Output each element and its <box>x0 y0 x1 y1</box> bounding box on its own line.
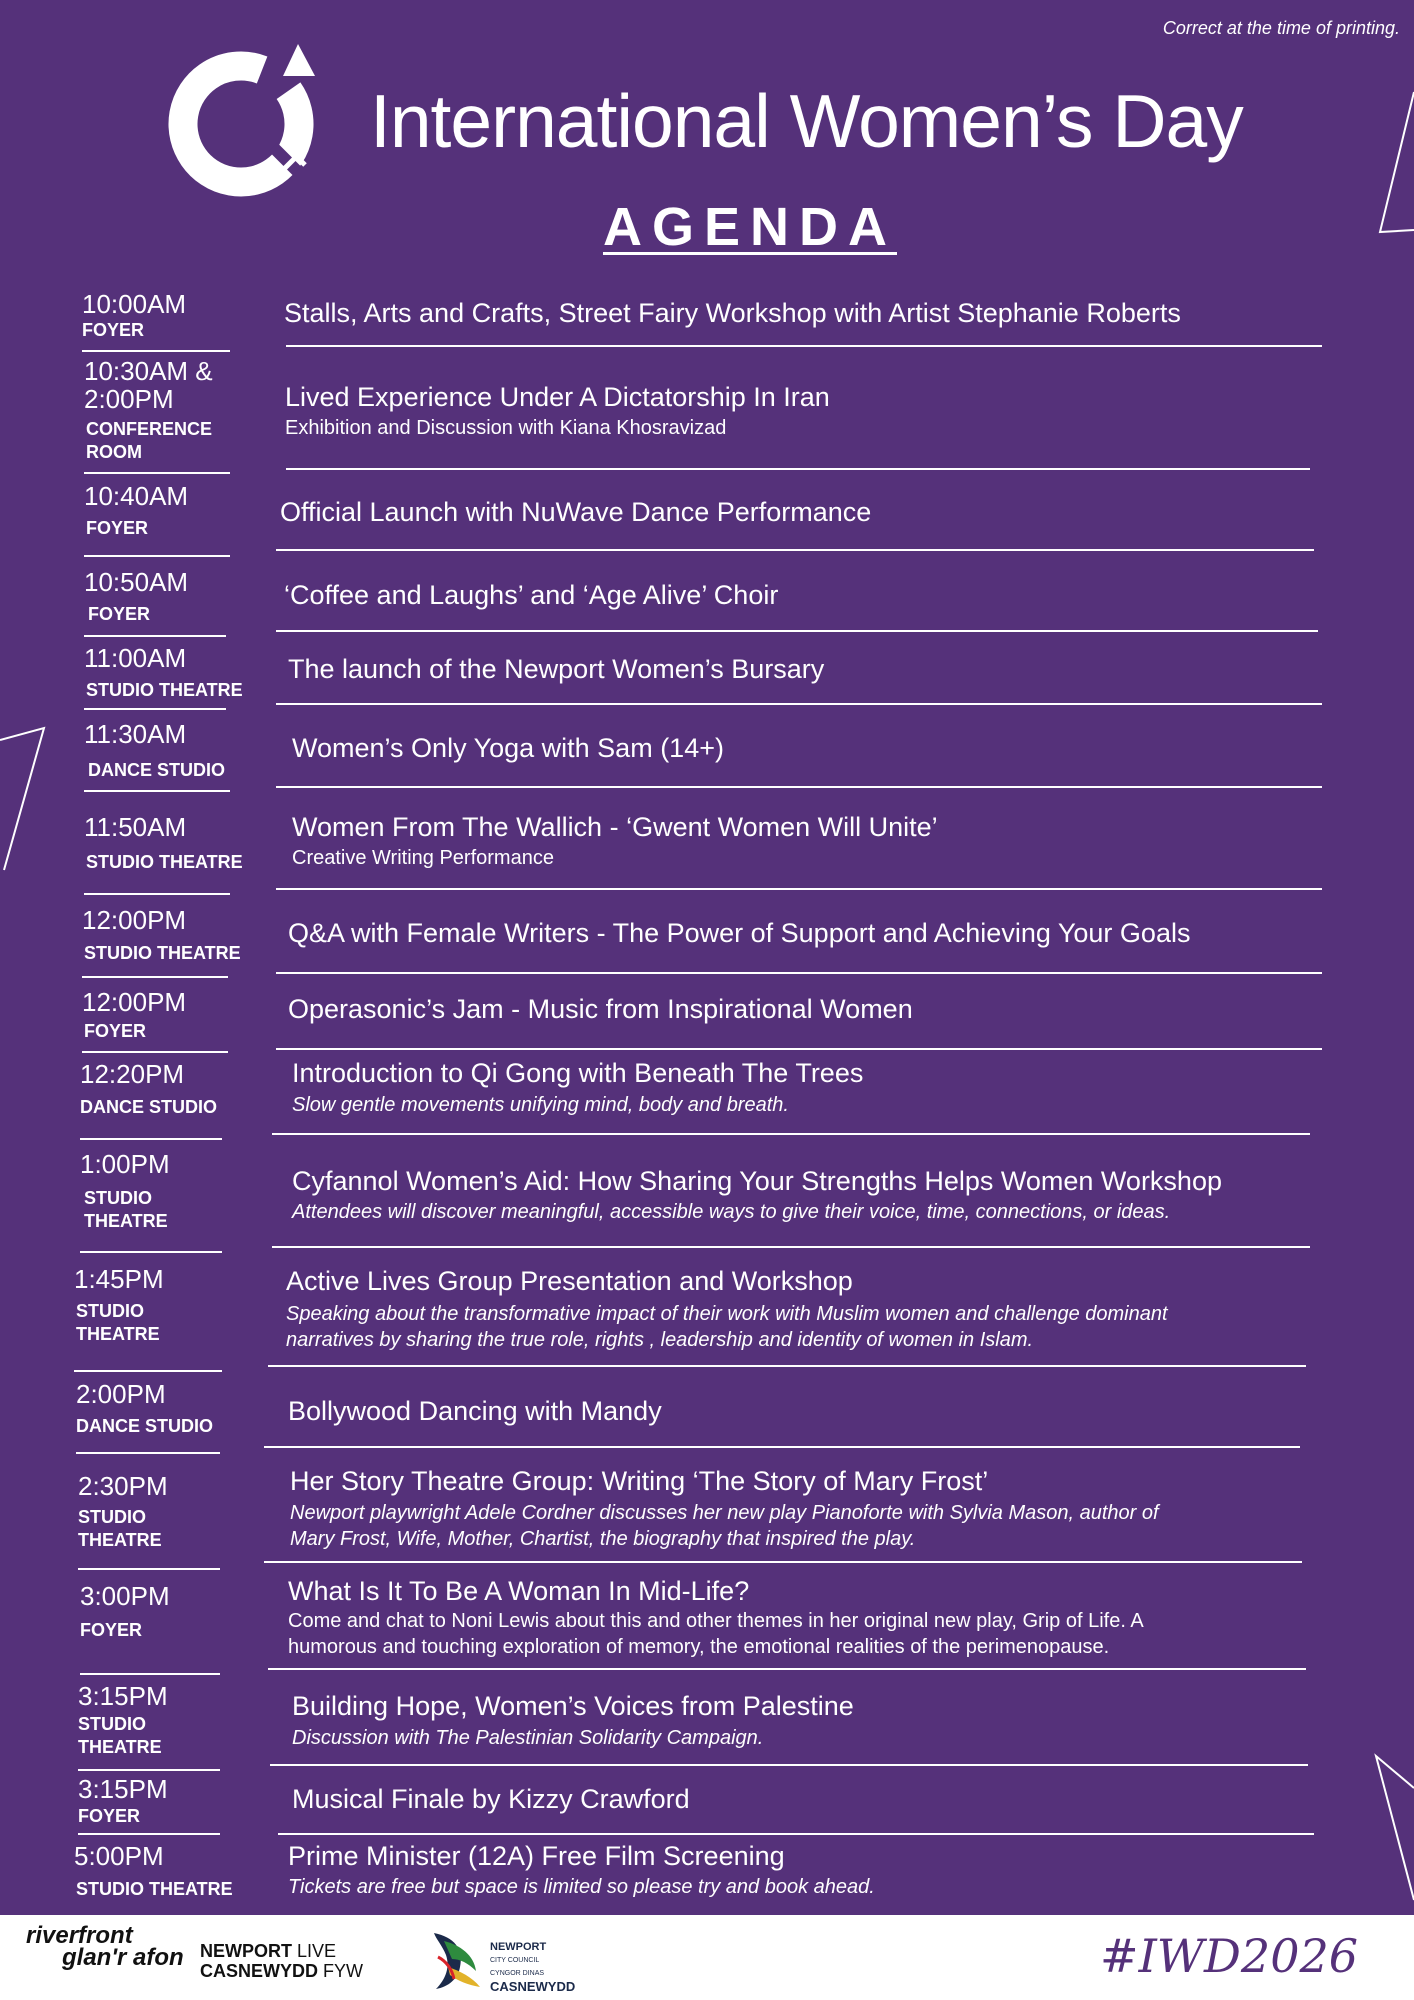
agenda-venue: DANCE STUDIO <box>80 1097 218 1117</box>
agenda-time: 2:00PM <box>84 384 174 414</box>
divider <box>84 555 230 557</box>
printing-note: Correct at the time of printing. <box>1162 18 1400 38</box>
divider <box>82 350 230 352</box>
agenda-venue: STUDIO THEATRE <box>86 680 243 700</box>
agenda-time: 10:00AM <box>82 289 187 319</box>
agenda-title: Cyfannol Women’s Aid: How Sharing Your Strengths Helps Women Workshop <box>292 1166 1222 1196</box>
newport-live-text: CASNEWYDD <box>200 1961 319 1981</box>
agenda-heading: AGENDA <box>602 197 897 257</box>
agenda-title: Official Launch with NuWave Dance Performance <box>280 497 872 527</box>
council-text: CITY COUNCIL <box>490 1957 540 1964</box>
divider <box>268 1668 1306 1670</box>
agenda-title: Prime Minister (12A) Free Film Screening <box>288 1841 785 1871</box>
agenda-time: 12:20PM <box>80 1059 185 1089</box>
agenda-description: humorous and touching exploration of memory, the emotional realities of the perimenopause. <box>288 1636 1110 1658</box>
divider <box>78 1769 220 1771</box>
newport-council-logo <box>490 1941 575 1993</box>
agenda-title: Musical Finale by Kizzy Crawford <box>292 1784 690 1814</box>
agenda-venue: DANCE STUDIO <box>76 1416 214 1436</box>
agenda-description: Speaking about the transformative impact of their work with Muslim women and challenge dominant <box>286 1303 1168 1325</box>
divider <box>268 1365 1306 1367</box>
divider <box>84 635 226 637</box>
agenda-venue: FOYER <box>80 1620 143 1640</box>
agenda-time: 1:45PM <box>74 1264 164 1294</box>
agenda-time: 12:00PM <box>82 905 187 935</box>
newport-live-text: NEWPORT <box>200 1941 292 1961</box>
agenda-title: Operasonic’s Jam - Music from Inspirational Women <box>288 994 913 1024</box>
agenda-title: ‘Coffee and Laughs’ and ‘Age Alive’ Choir <box>284 580 779 610</box>
agenda-time: 10:30AM & <box>84 356 213 386</box>
agenda-title: Active Lives Group Presentation and Workshop <box>286 1266 853 1296</box>
agenda-venue: STUDIO <box>84 1188 153 1208</box>
agenda-description: Slow gentle movements unifying mind, body and breath. <box>292 1094 789 1116</box>
agenda-venue: FOYER <box>78 1806 141 1826</box>
agenda-title: Stalls, Arts and Crafts, Street Fairy Workshop with Artist Stephanie Roberts <box>284 298 1181 328</box>
agenda-venue: STUDIO <box>78 1507 147 1527</box>
divider <box>264 1446 1300 1448</box>
agenda-time: 10:40AM <box>84 481 189 511</box>
agenda-venue: DANCE STUDIO <box>88 760 226 780</box>
divider <box>84 893 230 895</box>
agenda-description: Exhibition and Discussion with Kiana Khosravizad <box>285 417 727 439</box>
agenda-venue: ROOM <box>86 442 142 462</box>
riverfront-name: riverfront <box>26 1922 133 1949</box>
divider <box>272 1133 1310 1135</box>
agenda-time: 2:00PM <box>76 1379 166 1409</box>
council-text: NEWPORT <box>490 1941 547 1953</box>
agenda-description: Come and chat to Noni Lewis about this and other themes in her original new play, Grip of Life. A <box>288 1610 1144 1632</box>
agenda-venue: STUDIO THEATRE <box>76 1879 233 1899</box>
event-title: International Women’s Day <box>370 79 1243 163</box>
agenda-description: Discussion with The Palestinian Solidarity Campaign. <box>292 1727 764 1749</box>
newport-live-logo <box>200 1941 363 1981</box>
divider <box>80 1138 222 1140</box>
agenda-time: 11:00AM <box>84 643 187 673</box>
agenda-time: 11:50AM <box>84 812 187 842</box>
agenda-venue: FOYER <box>88 604 151 624</box>
newport-live-text: FYW <box>323 1961 364 1981</box>
agenda-title: Her Story Theatre Group: Writing ‘The Story of Mary Frost’ <box>290 1466 989 1496</box>
divider <box>82 1051 228 1053</box>
agenda-title: The launch of the Newport Women’s Bursary <box>288 654 825 684</box>
agenda-time: 3:00PM <box>80 1581 170 1611</box>
riverfront-welsh-name: glan'r afon <box>62 1944 184 1971</box>
sponsor-footer <box>0 1915 1414 2000</box>
agenda-description: Newport playwright Adele Cordner discusses her new play Pianoforte with Sylvia Mason, author of <box>290 1502 1159 1524</box>
divider <box>276 549 1314 551</box>
triangle-decoration <box>1378 90 1414 240</box>
agenda-title: Introduction to Qi Gong with Beneath The Trees <box>292 1058 864 1088</box>
riverfront-logo <box>26 1922 184 1971</box>
agenda-time: 10:50AM <box>84 567 189 597</box>
divider <box>80 1251 222 1253</box>
agenda-time: 1:00PM <box>80 1149 170 1179</box>
agenda-title: Building Hope, Women’s Voices from Palestine <box>292 1691 854 1721</box>
agenda-title: Women’s Only Yoga with Sam (14+) <box>292 733 724 763</box>
agenda-venue: CONFERENCE <box>86 419 213 439</box>
agenda-title: What Is It To Be A Woman In Mid-Life? <box>288 1576 750 1606</box>
agenda-time: 3:15PM <box>78 1774 168 1804</box>
triangle-decoration <box>0 725 48 875</box>
divider <box>286 468 1310 470</box>
agenda-description: Attendees will discover meaningful, accessible ways to give their voice, time, connections, or ideas. <box>292 1201 1171 1223</box>
divider <box>84 790 230 792</box>
divider <box>270 1764 1308 1766</box>
agenda-time: 3:15PM <box>78 1681 168 1711</box>
agenda-description: narratives by sharing the true role, rights , leadership and identity of women in Islam. <box>286 1329 1034 1351</box>
agenda-venue: THEATRE <box>76 1324 160 1344</box>
divider <box>78 1833 220 1835</box>
divider <box>74 1370 222 1372</box>
divider <box>82 976 228 978</box>
agenda-title: Women From The Wallich - ‘Gwent Women Will Unite’ <box>292 812 938 842</box>
agenda-description: Mary Frost, Wife, Mother, Chartist, the biography that inspired the play. <box>290 1528 916 1550</box>
agenda-venue: THEATRE <box>78 1530 162 1550</box>
agenda-title: Bollywood Dancing with Mandy <box>288 1396 662 1426</box>
agenda-venue: FOYER <box>82 320 145 340</box>
agenda-time: 2:30PM <box>78 1471 168 1501</box>
agenda-venue: FOYER <box>86 518 149 538</box>
agenda-description: Creative Writing Performance <box>292 847 554 869</box>
agenda-venue: STUDIO <box>76 1301 145 1321</box>
divider <box>276 888 1322 890</box>
agenda-venue: THEATRE <box>84 1211 168 1231</box>
agenda-title: Lived Experience Under A Dictatorship In Iran <box>285 382 830 412</box>
agenda-title: Q&A with Female Writers - The Power of Support and Achieving Your Goals <box>288 918 1191 948</box>
agenda-venue: FOYER <box>84 1021 147 1041</box>
dragon-crest-icon <box>424 1927 486 1993</box>
divider <box>278 1833 1314 1835</box>
divider <box>276 786 1322 788</box>
divider <box>264 1561 1302 1563</box>
divider <box>276 703 1322 705</box>
divider <box>276 1048 1322 1050</box>
council-text: CYNGOR DINAS <box>490 1970 545 1977</box>
agenda-venue: STUDIO <box>78 1714 147 1734</box>
triangle-decoration <box>1372 1750 1414 1910</box>
agenda-venue: STUDIO THEATRE <box>84 943 241 963</box>
event-hashtag: #IWD2026 <box>1100 1929 1358 1983</box>
agenda-time: 5:00PM <box>74 1841 164 1871</box>
divider <box>76 1452 220 1454</box>
agenda-time: 11:30AM <box>84 719 187 749</box>
divider <box>84 472 230 474</box>
divider <box>84 708 226 710</box>
divider <box>78 1568 220 1570</box>
agenda-time: 12:00PM <box>82 987 187 1017</box>
iwd-venus-icon <box>155 34 335 204</box>
divider <box>276 972 1322 974</box>
divider <box>276 630 1318 632</box>
agenda-venue: STUDIO THEATRE <box>86 852 243 872</box>
council-text: CASNEWYDD <box>490 1979 576 1994</box>
divider <box>286 345 1322 347</box>
divider <box>272 1246 1310 1248</box>
divider <box>80 1673 220 1675</box>
agenda-venue: THEATRE <box>78 1737 162 1757</box>
newport-live-text: LIVE <box>297 1941 337 1961</box>
agenda-description: Tickets are free but space is limited so please try and book ahead. <box>288 1876 875 1898</box>
